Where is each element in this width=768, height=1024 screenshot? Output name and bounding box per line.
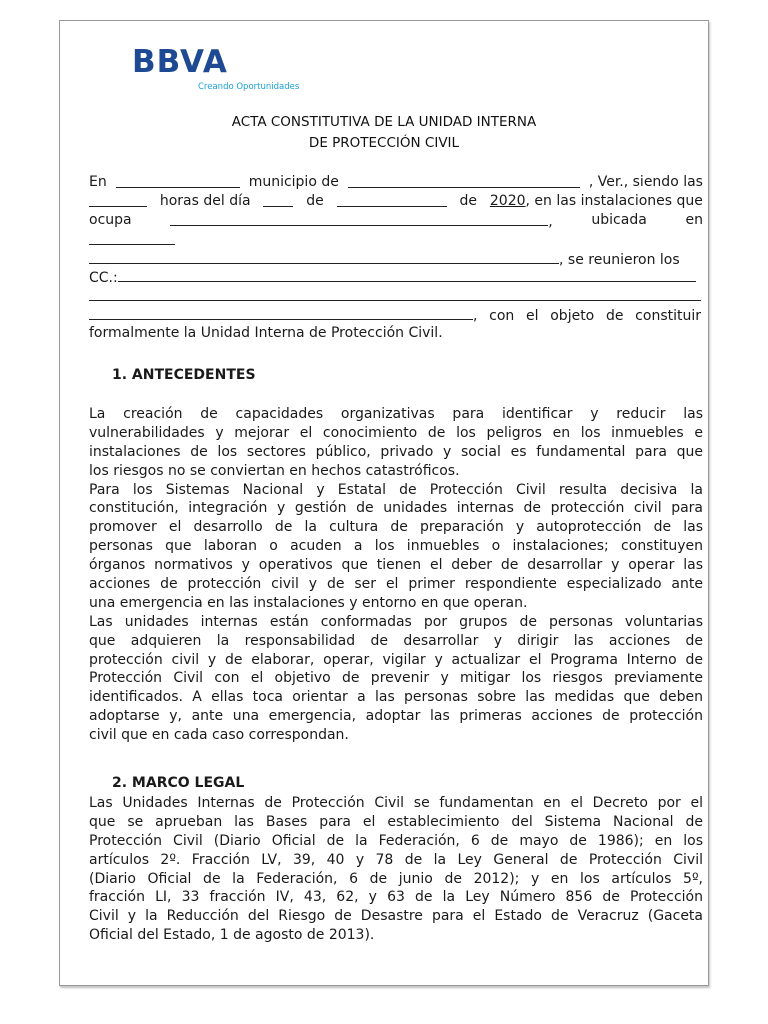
blank-field[interactable] (348, 173, 580, 188)
intro-text: En (89, 174, 107, 190)
intro-text: ocupa (89, 211, 132, 228)
paragraph-line: Oficial del Estado, 1 de agosto de 2013). (89, 927, 375, 944)
intro-line (89, 173, 703, 192)
intro-text: , en las instalaciones que (525, 192, 703, 209)
blank-field[interactable] (89, 230, 175, 245)
intro-text: , (548, 213, 553, 230)
antecedentes-paragraph (89, 405, 703, 745)
intro-text: de (306, 192, 324, 209)
paragraph-line: civil que en cada caso correspondan. (89, 727, 349, 744)
intro-line: formalmente la Unidad Interna de Protección Civil. (89, 325, 443, 342)
blank-field[interactable] (89, 286, 701, 301)
paragraph-line: vulnerabilidades y mejorar el conocimiento de los peligros en los inmuebles e (89, 424, 703, 441)
blank-field[interactable] (337, 192, 447, 207)
blank-field[interactable] (170, 211, 548, 226)
intro-line (89, 267, 703, 286)
paragraph-line: los riesgos no se conviertan en hechos catastróficos. (89, 462, 460, 479)
intro-line (89, 211, 703, 230)
document-title-line1: ACTA CONSTITUTIVA DE LA UNIDAD INTERNA (231, 114, 537, 130)
paragraph-line: acciones de protección civil y de ser el primer respondiente especializado ante (89, 576, 703, 593)
blank-field[interactable] (116, 173, 240, 188)
blank-field[interactable] (89, 305, 473, 320)
blank-field[interactable] (89, 192, 147, 207)
paragraph-line: instalaciones de los sectores público, privado y social es fundamental para que (89, 443, 703, 460)
intro-text: municipio de (248, 174, 339, 190)
intro-line (89, 192, 703, 211)
paragraph-line: adoptarse y, ante una emergencia, adoptar las primeras acciones de protección (89, 708, 703, 725)
paragraph-line: Protección Civil con el objetivo de prevenir y mitigar los riesgos previamente (89, 670, 703, 687)
paragraph-line: promover el desarrollo de la cultura de preparación y autoprotección de las (89, 519, 703, 536)
intro-line (89, 230, 703, 249)
section-heading-antecedentes: 1. ANTECEDENTES (112, 367, 256, 383)
intro-paragraph (89, 173, 703, 343)
paragraph-line: artículos 2º. Fracción LV, 39, 40 y 78 de la Ley General de Protección Civil (89, 851, 703, 868)
intro-text: horas del día (159, 192, 251, 209)
intro-text: , Ver., siendo las (588, 174, 703, 190)
logo-tagline: Creando Oportunidades (198, 82, 300, 92)
marco-legal-paragraph (89, 794, 703, 945)
intro-text: CC.: (89, 270, 118, 287)
document-page (59, 20, 709, 986)
blank-field[interactable] (118, 267, 696, 282)
paragraph-line: Las unidades internas están conformadas por grupos de personas voluntarias (89, 613, 703, 630)
paragraph-line: Civil y la Reducción del Riesgo de Desastre para el Estado de Veracruz (Gaceta (89, 908, 703, 925)
section-heading-marco-legal: 2. MARCO LEGAL (112, 775, 245, 791)
logo-wordmark: BBVA (132, 44, 228, 80)
paragraph-line: Protección Civil (Diario Oficial de la Federación, 6 de mayo de 1986); en los (89, 832, 703, 849)
paragraph-line: (Diario Oficial de la Federación, 6 de junio de 2012); y en los artículos 5º, (89, 870, 703, 887)
intro-line (89, 249, 703, 268)
paragraph-line: que adquieren la responsabilidad de desarrollar y dirigir las acciones de (89, 632, 703, 649)
year-field[interactable]: 2020 (489, 192, 526, 209)
blank-field[interactable] (263, 192, 293, 207)
blank-field[interactable] (89, 249, 559, 264)
paragraph-line: constitución, integración y gestión de unidades internas de protección civil para (89, 500, 703, 517)
paragraph-line: identificados. A ellas toca orientar a las personas sobre las medidas que deben (89, 689, 703, 706)
intro-line (89, 305, 703, 324)
paragraph-line: Para los Sistemas Nacional y Estatal de Protección Civil resulta decisiva la (89, 481, 703, 498)
paragraph-line: Las Unidades Internas de Protección Civil se fundamentan en el Decreto por el (89, 795, 703, 811)
intro-text: , con el objeto de constituir (473, 308, 701, 325)
intro-text: ubicada (591, 211, 647, 228)
paragraph-line: protección civil y de elaborar, operar, vigilar y actualizar el Programa Interno de (89, 651, 703, 668)
paragraph-line: órganos normativos y operativos que tienen el deber de desarrollar y operar las (89, 557, 703, 574)
intro-text: en (685, 211, 703, 228)
bbva-logo (132, 44, 300, 92)
intro-text: , se reunieron los (559, 251, 680, 268)
paragraph-line: que se aprueban las Bases para el establecimiento del Sistema Nacional de (89, 813, 703, 830)
paragraph-line: La creación de capacidades organizativas para identificar y reducir las (89, 406, 703, 422)
intro-text: de (459, 192, 478, 209)
document-title-line2: DE PROTECCIÓN CIVIL (308, 135, 460, 151)
intro-line (89, 286, 703, 305)
paragraph-line: una emergencia en las instalaciones y entorno en que operan. (89, 594, 528, 611)
paragraph-line: fracción LI, 33 fracción IV, 43, 62, y 63 de la Ley Número 856 de Protección (89, 889, 703, 906)
paragraph-line: personas que laboran o acuden a los inmuebles o instalaciones; constituyen (89, 538, 703, 555)
